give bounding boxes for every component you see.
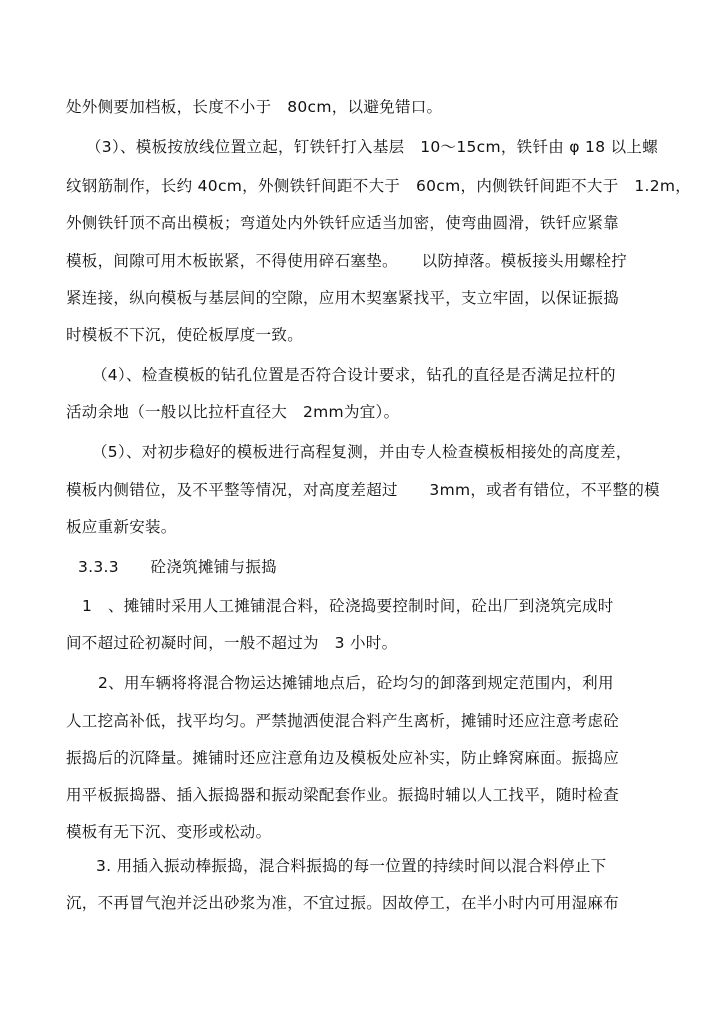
text-line: 外侧铁钎顶不高出模板；弯道处内外铁钎应适当加密，使弯曲圆滑，铁钎应紧靠 [66, 214, 620, 232]
text-line: 2、用车辆将将混合物运达摊铺地点后，砼均匀的卸落到规定范围内，利用 [98, 674, 614, 692]
text-line: （4）、检查模板的钻孔位置是否符合设计要求，钻孔的直径是否满足拉杆的 [92, 366, 616, 384]
text-line: 板应重新安装。 [66, 518, 177, 536]
text-line: 3. 用插入振动棒振捣，混合料振捣的每一位置的持续时间以混合料停止下 [96, 857, 607, 875]
text-line: 1 、摊铺时采用人工摊铺混合料，砼浇捣要控制时间，砼出厂到浇筑完成时 [82, 597, 614, 615]
section-heading: 3.3.3 砼浇筑摊铺与振捣 [78, 558, 277, 576]
text-line: 模板内侧错位，及不平整等情况，对高度差超过 3mm，或者有错位，不平整的模 [66, 481, 660, 499]
text-line: （5）、对初步稳好的模板进行高程复测，并由专人检查模板相接处的高度差， [92, 443, 632, 461]
text-line: 纹钢筋制作，长约 40cm，外侧铁钎间距不大于 60cm，内侧铁钎间距不大于 1.2m， [66, 177, 692, 195]
text-line: 振捣后的沉降量。摊铺时还应注意角边及模板处应补实，防止蜂窝麻面。振捣应 [66, 749, 620, 767]
text-line: 人工挖高补低，找平均匀。严禁抛洒使混合料产生离析，摊铺时还应注意考虑砼 [66, 712, 620, 730]
text-line: 模板有无下沉、变形或松动。 [66, 823, 272, 841]
text-line: 间不超过砼初凝时间，一般不超过为 3 小时。 [66, 634, 398, 652]
text-line: 时模板不下沉，使砼板厚度一致。 [66, 326, 304, 344]
text-line: 沉，不再冒气泡并泛出砂浆为准，不宜过振。因故停工，在半小时内可用湿麻布 [66, 894, 620, 912]
text-line: 模板，间隙可用木板嵌紧，不得使用碎石塞垫。 以防掉落。模板接头用螺栓拧 [66, 252, 628, 270]
text-line: 处外侧要加档板，长度不小于 80cm，以避免错口。 [66, 98, 443, 116]
text-line: 紧连接，纵向模板与基层间的空隙，应用木契塞紧找平，支立牢固，以保证振捣 [66, 289, 620, 307]
text-line: （3）、模板按放线位置立起，钉铁钎打入基层 10～15cm，铁钎由 φ 18 以上螺 [86, 138, 659, 156]
text-line: 活动余地（一般以比拉杆直径大 2mm为宜）。 [66, 403, 400, 421]
text-line: 用平板振捣器、插入振捣器和振动梁配套作业。振捣时辅以人工找平，随时检查 [66, 786, 620, 804]
